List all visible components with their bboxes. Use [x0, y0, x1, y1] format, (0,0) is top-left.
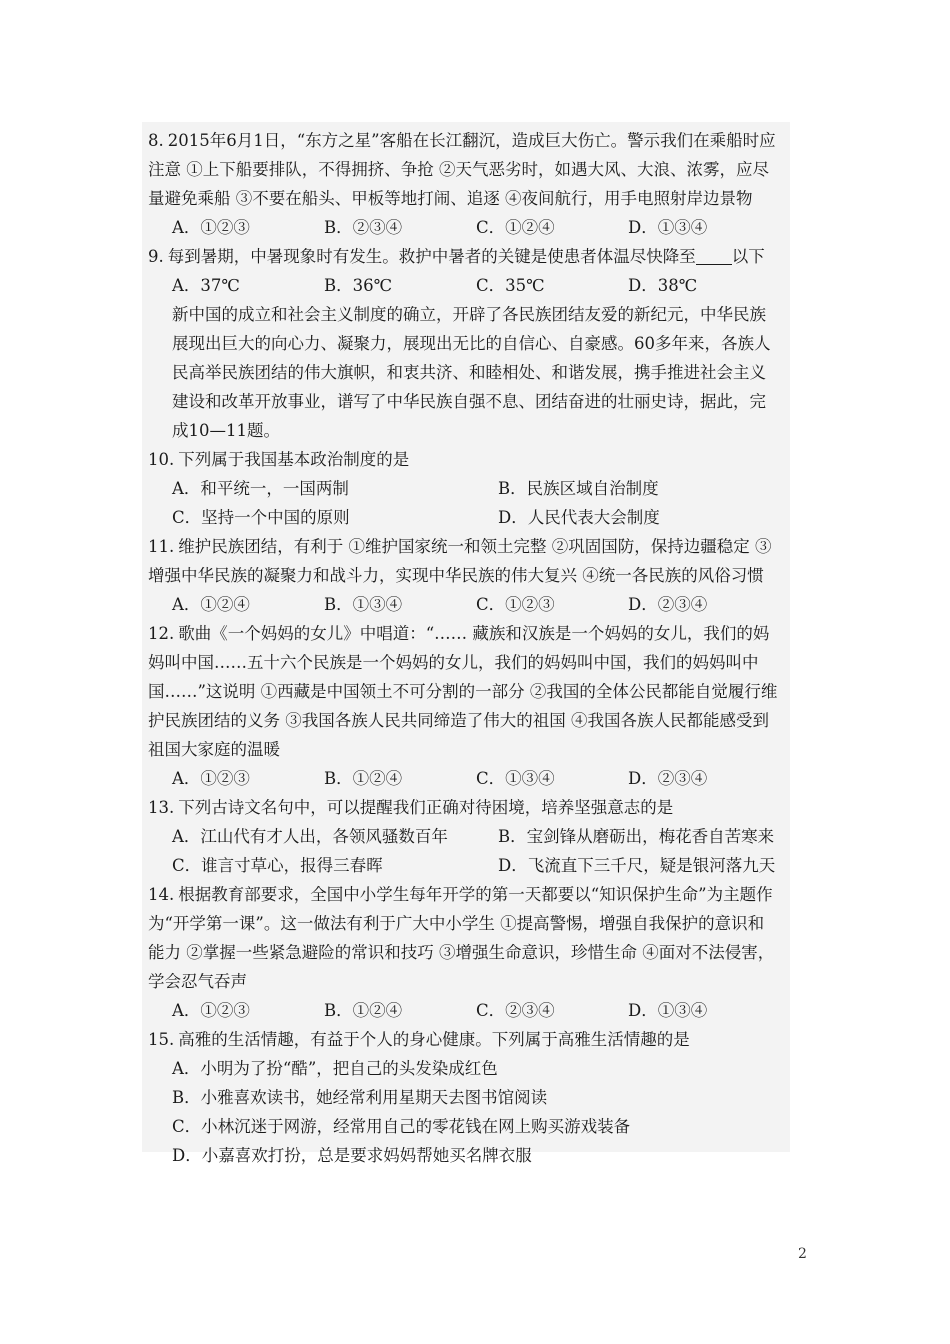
option-c: C．谁言寸草心，报得三春晖	[172, 856, 383, 875]
option-a: A．①②④	[172, 595, 250, 614]
option-c: C．②③④	[476, 1001, 555, 1020]
option-a: A．①②③	[172, 218, 250, 237]
question-text: 高雅的生活情趣，有益于个人的身心健康。下列属于高雅生活情趣的是	[178, 1030, 690, 1049]
option-c: C．坚持一个中国的原则	[172, 508, 350, 527]
page-number: 2	[798, 1246, 807, 1262]
question-15-options	[148, 1054, 780, 1170]
question-number: 12.	[148, 624, 175, 643]
question-text: 每到暑期，中暑现象时有发生。救护中暑者的关键是使患者体温尽快降至	[167, 247, 696, 266]
reading-passage: 新中国的成立和社会主义制度的确立，开辟了各民族团结友爱的新纪元，中华民族展现出巨大的向心力、凝聚力，展现出无比的自信心、自豪感。60多年来，各族人民高举民族团结的伟大旗帜，和衷共济、和睦相处、和谐发展，携手推进社会主义建设和改革开放事业，谱写了中华民族自强不息、团结奋进的壮丽史诗，据此，完成10—11题。	[172, 305, 771, 440]
option-a: A．37℃	[172, 276, 240, 295]
question-14-options	[148, 996, 780, 1025]
question-text: 歌曲《一个妈妈的女儿》中唱道：“…… 藏族和汉族是一个妈妈的女儿，我们的妈妈叫中国……五十六个民族是一个妈妈的女儿，我们的妈妈叫中国，我们的妈妈叫中国……”这说明 ①西藏是中国领土不可分割的一部分 ②我国的全体公民都能自觉履行维护民族团结的义务 ③我国各族人民共同缔造了伟大的祖国 ④我国各族人民都能感受到祖国大家庭的温暖	[148, 624, 778, 759]
answer-blank	[696, 248, 732, 265]
option-b: B．①②④	[324, 1001, 403, 1020]
question-10	[148, 445, 780, 474]
question-14	[148, 880, 780, 996]
option-d: D．①③④	[628, 1001, 708, 1020]
option-c: C．35℃	[476, 276, 545, 295]
question-9	[148, 242, 780, 271]
option-b: B．36℃	[324, 276, 393, 295]
question-11-options	[148, 590, 780, 619]
option-d: D．小嘉喜欢打扮，总是要求妈妈帮她买名牌衣服	[172, 1146, 532, 1165]
option-c: C．①②④	[476, 218, 555, 237]
option-d: D．②③④	[628, 769, 708, 788]
question-10-options	[148, 474, 780, 532]
question-number: 8.	[148, 131, 164, 150]
question-text: 下列属于我国基本政治制度的是	[178, 450, 410, 469]
option-b: B．宝剑锋从磨砺出，梅花香自苦寒来	[498, 827, 775, 846]
question-text-after: 以下	[731, 247, 765, 266]
question-8-options	[148, 213, 780, 242]
question-number: 14.	[148, 885, 175, 904]
question-13-options	[148, 822, 780, 880]
question-12	[148, 619, 780, 764]
option-a: A．小明为了扮“酷”，把自己的头发染成红色	[172, 1059, 498, 1078]
question-9-options	[148, 271, 780, 300]
option-c: C．小林沉迷于网游，经常用自己的零花钱在网上购买游戏装备	[172, 1117, 631, 1136]
question-12-options	[148, 764, 780, 793]
question-text: 维护民族团结，有利于 ①维护国家统一和领土完整 ②巩固国防，保持边疆稳定 ③增强中华民族的凝聚力和战斗力，实现中华民族的伟大复兴 ④统一各民族的风俗习惯	[148, 537, 772, 585]
question-text: 下列古诗文名句中，可以提醒我们正确对待困境，培养坚强意志的是	[178, 798, 674, 817]
option-b: B．①③④	[324, 595, 403, 614]
option-a: A．①②③	[172, 769, 250, 788]
question-text: 根据教育部要求，全国中小学生每年开学的第一天都要以“知识保护生命”为主题作为“开学第一课”。这一做法有利于广大中小学生 ①提高警惕，增强自我保护的意识和能力 ②掌握一些紧急避险的常识和技巧 ③增强生命意识，珍惜生命 ④面对不法侵害，学会忍气吞声	[148, 885, 775, 991]
option-c: C．①③④	[476, 769, 555, 788]
option-b: B．民族区域自治制度	[498, 479, 659, 498]
option-a: A．①②③	[172, 1001, 250, 1020]
question-text: 2015年6月1日，“东方之星”客船在长江翻沉，造成巨大伤亡。警示我们在乘船时应注意 ①上下船要排队，不得拥挤、争抢 ②天气恶劣时，如遇大风、大浪、浓雾，应尽量避免乘船 ③不要在船头、甲板等地打闹、追逐 ④夜间航行，用手电照射岸边景物	[148, 131, 776, 208]
question-15	[148, 1025, 780, 1054]
option-d: D．①③④	[628, 218, 708, 237]
question-number: 10.	[148, 450, 175, 469]
option-b: B．小雅喜欢读书，她经常利用星期天去图书馆阅读	[172, 1088, 548, 1107]
option-d: D．38℃	[628, 276, 698, 295]
question-number: 13.	[148, 798, 175, 817]
question-number: 11.	[148, 537, 175, 556]
option-d: D．②③④	[628, 595, 708, 614]
exam-content	[148, 126, 780, 1170]
question-number: 15.	[148, 1030, 175, 1049]
question-number: 9.	[148, 247, 164, 266]
option-c: C．①②③	[476, 595, 555, 614]
option-b: B．①②④	[324, 769, 403, 788]
option-d: D．飞流直下三千尺，疑是银河落九天	[498, 856, 776, 875]
question-11	[148, 532, 780, 590]
question-8	[148, 126, 780, 213]
option-a: A．和平统一，一国两制	[172, 479, 349, 498]
option-a: A．江山代有才人出，各领风骚数百年	[172, 827, 448, 846]
option-b: B．②③④	[324, 218, 403, 237]
option-d: D．人民代表大会制度	[498, 508, 660, 527]
question-13	[148, 793, 780, 822]
